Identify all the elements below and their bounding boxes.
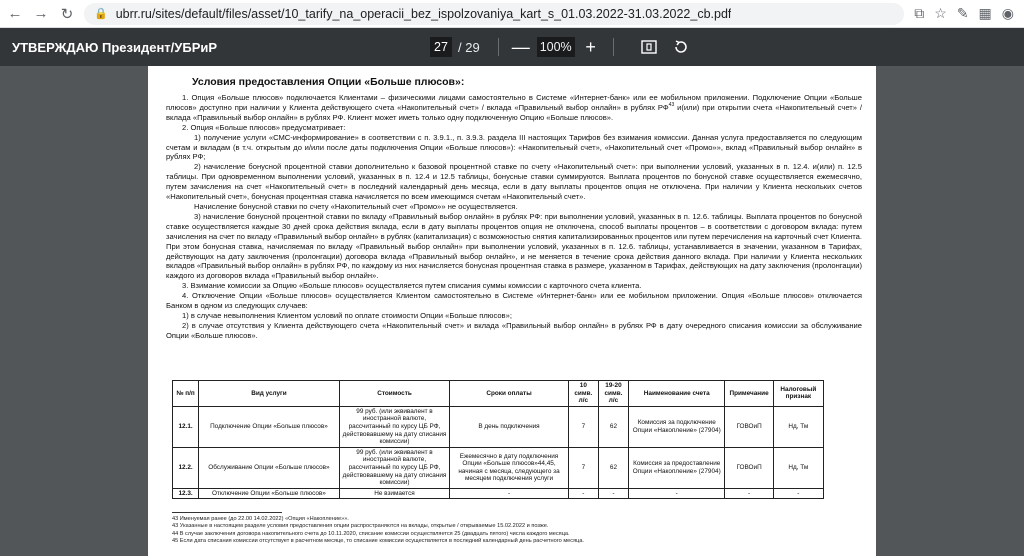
table-header: Вид услуги (199, 381, 340, 407)
rotate-icon[interactable] (672, 39, 690, 55)
footnotes (172, 516, 832, 546)
table-row (173, 447, 824, 488)
table-header: 10 симв. л/с (568, 381, 598, 407)
table-cell: ГОВОиП (725, 447, 773, 488)
toolbar-divider (613, 38, 614, 56)
browser-address-bar (0, 0, 1024, 28)
lock-icon[interactable]: 🔒 (94, 8, 108, 20)
paragraph: 1) в случае невыполнения Клиентом условий по оплате стоимости Опции «Больше плюсов»; (182, 310, 512, 320)
paragraph: 2) в случае отсутствия у Клиента действующего счета «Накопительный счет» и вклада «Правильный выбор онлайн» в рублях РФ в дату очередного списания комиссии за обслуживание Опции «Больше плюсов». (166, 320, 862, 340)
url-text[interactable]: ubrr.ru/sites/default/files/asset/10_tarify_na_operacii_bez_ispolzovaniya_kart_s_01.03.2022-31.03.2022_cb.pdf (115, 6, 732, 21)
table-cell: Комиссия за подключение Опции «Накопление» (27904) (629, 406, 725, 447)
table-cell: 12.3. (173, 488, 199, 499)
table-cell: - (725, 488, 773, 499)
table-cell: В день подключения (450, 406, 569, 447)
table-row (173, 406, 824, 447)
forward-icon[interactable]: → (33, 5, 49, 22)
profile-icon[interactable]: ◉ (1001, 5, 1014, 21)
bookmark-star-icon[interactable]: ☆ (934, 5, 947, 21)
table-cell: 62 (598, 406, 628, 447)
table-header: Стоимость (339, 381, 450, 407)
footnote: 44 В случае заключения договора накопительного счета до 10.11.2020, списание комиссии осуществляется 25 (двадцать пятого) числа каждого месяца. (172, 530, 570, 537)
table-header: Налоговый признак (773, 381, 823, 407)
table-cell: Не взимается (339, 488, 450, 499)
table-cell: ГОВОиП (725, 406, 773, 447)
page-number-input[interactable]: 27 (430, 37, 452, 57)
page-total: / 29 (458, 39, 480, 55)
table-header: Сроки оплаты (450, 381, 569, 407)
paragraph: 1. Опция «Больше плюсов» подключается Клиентами – физическими лицами самостоятельно в Системе «Интернет-банк» или ее мобильном приложении. Подключение Опции «Больше плюсов» доступно при наличии у Клиента действующего счета «Накопительный счет» / вклада «Правильный выбор онлайн» в рублях РФ$^{43}$ и(или) при открытии счета «Накопительный счет» / вклада «Правильный выбор онлайн» в рублях РФ. Клиент может иметь только одну подключенную Опцию «Больше плюсов». (166, 93, 862, 122)
footnote-divider (172, 512, 282, 513)
footnote: 45 Если дата списания комиссии отсутствует в расчетном месяце, то списание комиссии осуществляется в последний календарный день расчетного месяца. (172, 538, 584, 545)
table-header: 19-20 симв. л/с (598, 381, 628, 407)
paragraph: 3) начисление бонусной процентной ставки по вкладу «Правильный выбор онлайн» в рублях РФ: при выполнении условий, указанных в п. 12.6. таблицы. Выплата процентов по бонусной ставке осуществляется каждые 30 дней срока действия вклада, если в дату выплаты процентов опция не отключена, способ выплаты процентов – в соответствии с договором вклада: путем зачисления на счет по вкладу «Правильный выбор онлайн» в рублях (капитализация) с возможностью снятия капитализированных процентов или путем перечисления на карточный счет Клиента. При этом бонусная ставка, начисляемая по вкладу «Правильный выбор онлайн» при выполнении условий, указанных в п. 12.6. таблицы, устанавливается в значении, указанном в Тарифах, действующих на дату заключения (пролонгации) договора вклада «Правильный выбор онлайн», и не меняется в течение срока действия данного вклада. При наличии у Клиента нескольких вкладов «Правильный выбор онлайн» в рублях РФ, по каждому из них начисляется бонусная процентная ставка в размере, указанном в Тарифах, действующих на дату заключения (пролонгации) каждого из договоров вклада «Правильный выбор онлайн». (166, 211, 862, 281)
table-cell: 62 (598, 447, 628, 488)
table-header: Наименование счета (629, 381, 725, 407)
table-cell: 7 (568, 406, 598, 447)
zoom-in-button[interactable]: + (585, 36, 596, 57)
back-icon[interactable]: ← (7, 5, 23, 22)
table-cell: - (568, 488, 598, 499)
table-cell: - (598, 488, 628, 499)
footnote: 43 Указанные в настоящем разделе условия предоставления опции распространяются на вклады, открытые / открываемые 15.02.2022 и позже. (172, 523, 549, 530)
paragraph: Начисление бонусной ставки по счету «Накопительный счет «Промо»» не осуществляется. (194, 201, 518, 211)
table-cell: Нд, Тм (773, 447, 823, 488)
table-header: Примечание (725, 381, 773, 407)
table-cell: Комиссия за предоставление Опции «Накопление» (27904) (629, 447, 725, 488)
table-cell: - (629, 488, 725, 499)
table-cell: 99 руб. (или эквивалент в иностранной валюте, рассчитанный по курсу ЦБ РФ, действовавшему на дату списания комиссии) (339, 406, 450, 447)
table-cell: - (450, 488, 569, 499)
table-row (173, 488, 824, 499)
table-cell: - (773, 488, 823, 499)
paragraph: 4. Отключение Опции «Больше плюсов» осуществляется Клиентом самостоятельно в Системе «Интернет-банк» или ее мобильном приложении. Опция «Больше плюсов» отключается Банком в одном из следующих случаев: (166, 291, 862, 311)
url-field[interactable] (84, 3, 904, 25)
paragraph: 2) начисление бонусной процентной ставки дополнительно к базовой процентной ставке по счету «Накопительный счет»: при выполнении условий, указанных в п. 12.4. и(или) п. 12.5 таблицы. При одновременном выполнении условий, указанных в п. 12.4 и 12.5 таблицы, бонусные ставки суммируются. Выплата процентов по бонусной ставке осуществляется ежемесячно, путем зачисления на счет «Накопительный счет» в последний календарный день месяца, если в дату выплаты процентов опция не отключена. При наличии у Клиента нескольких счетов «Накопительный счет», бонусная процентная ставка начисляется по всем имеющимся счетам «Накопительный счет». (166, 162, 862, 202)
table-cell: Обслуживание Опции «Больше плюсов» (199, 447, 340, 488)
table-cell: 7 (568, 447, 598, 488)
table-cell: Ежемесячно в дату подключения Опции «Больше плюсов»44,45, начиная с месяца, следующего за месяцем подключения услуги (450, 447, 569, 488)
pdf-viewer[interactable] (0, 66, 1024, 556)
table-cell: 12.2. (173, 447, 199, 488)
share-icon[interactable]: ⧉ (914, 5, 925, 21)
table-cell: Подключение Опции «Больше плюсов» (199, 406, 340, 447)
table-cell: 99 руб. (или эквивалент в иностранной валюте, рассчитанный по курсу ЦБ РФ, действовавшему на дату списания комиссии) (339, 447, 450, 488)
zoom-level-input[interactable]: 100% (537, 37, 575, 57)
fit-page-icon[interactable] (640, 39, 658, 55)
toolbar-divider (498, 38, 499, 56)
table-cell: Отключение Опции «Больше плюсов» (199, 488, 340, 499)
document-body (166, 76, 862, 341)
table-cell: 12.1. (173, 406, 199, 447)
paragraph: 1) получение услуги «СМС-информирование» в соответствии с п. 3.9.1., п. 3.9.3. раздела III настоящих Тарифов без взимания комиссии. Данная услуга предоставляется по следующим счетам и вкладам (в т.ч. открытым до и/или после даты подключения Опции «Больше плюсов»): «Накопительный счет», «Накопительный счет «Промо»», вклад «Правильный выбор онлайн» в рублях РФ; (166, 132, 862, 162)
reload-icon[interactable]: ↻ (60, 5, 74, 23)
extensions-icon[interactable]: ✎ (956, 5, 969, 21)
pdf-title: УТВЕРЖДАЮ Президент/УБРиР (12, 39, 218, 55)
pdf-page (148, 66, 876, 556)
pdf-toolbar (0, 28, 1024, 66)
tariff-table (172, 380, 824, 499)
zoom-out-button[interactable]: — (511, 36, 530, 57)
section-heading: Условия предоставления Опции «Больше плюсов»: (192, 76, 465, 88)
table-header: № п/п (173, 381, 199, 407)
paragraph: 3. Взимание комиссии за Опцию «Больше плюсов» осуществляется путем списания суммы комиссии с карточного счета клиента. (182, 281, 642, 291)
footnote: 43 Именуемая ранее (до 22.00 14.02.2022) «Опция «Накопление»». (172, 516, 349, 522)
table-cell: Нд, Тм (773, 406, 823, 447)
paragraph: 2. Опция «Больше плюсов» предусматривает: (182, 122, 346, 132)
reader-icon[interactable]: ▦ (978, 5, 992, 21)
table-header-row (173, 381, 824, 407)
